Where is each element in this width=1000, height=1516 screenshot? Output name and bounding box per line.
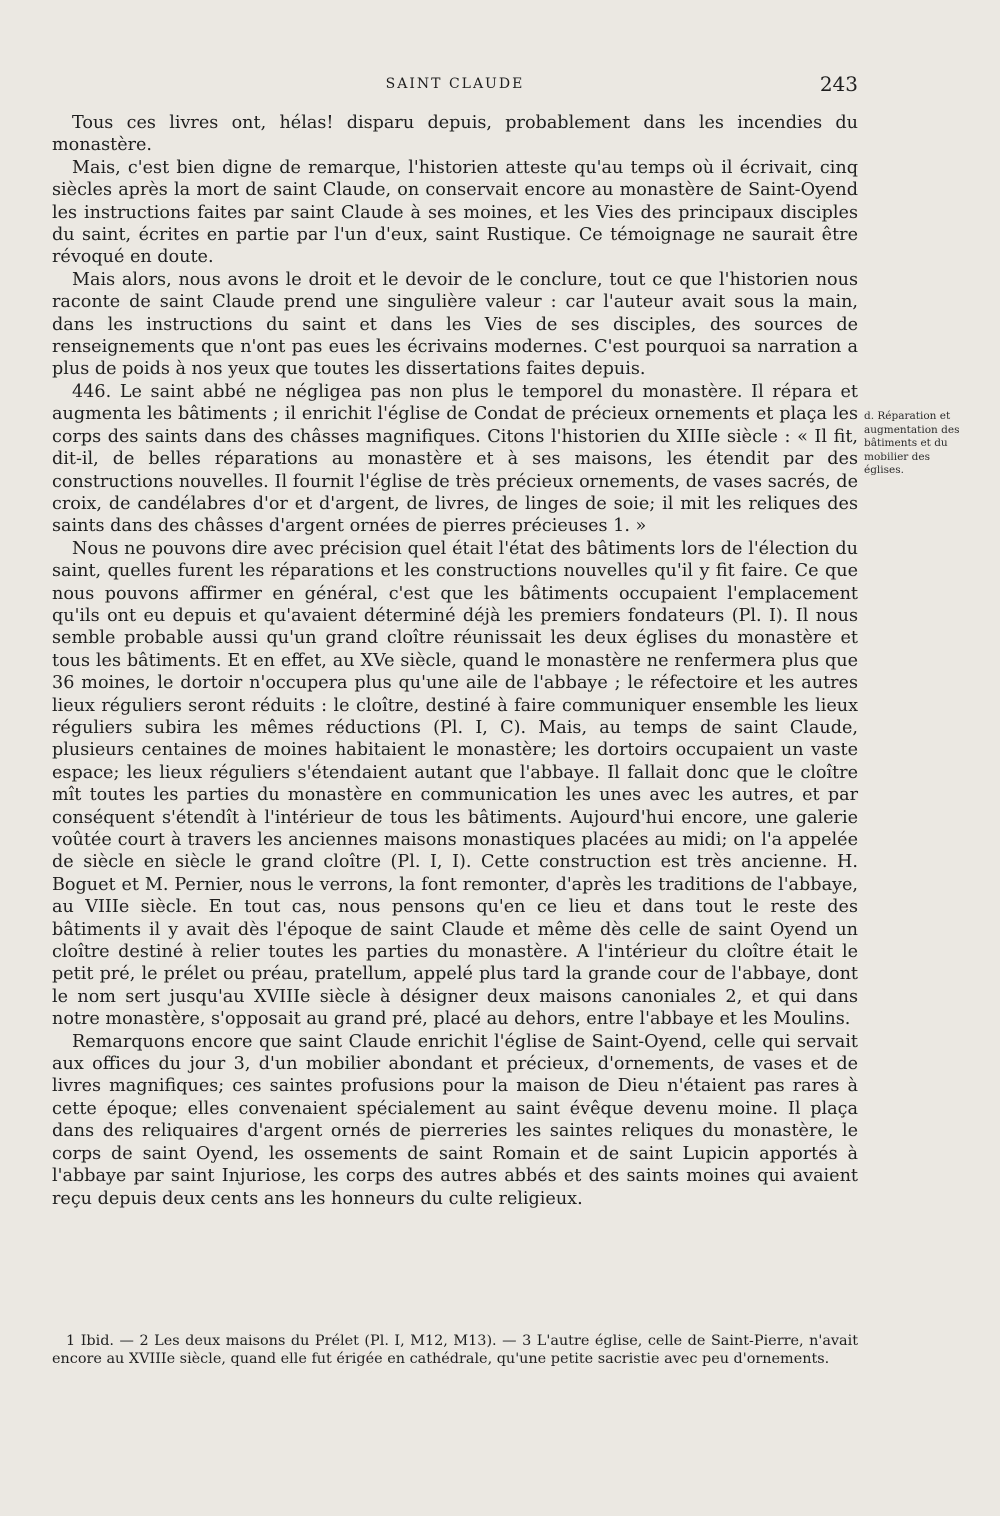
page-number: 243 — [819, 72, 858, 96]
body-text — [52, 112, 858, 1210]
paragraph: Nous ne pouvons dire avec précision quel était l'état des bâtiments lors de l'élection du saint, quelles furent les réparations et les constructions nouvelles qu'il y fit faire. Ce que nous pouvons affirmer en général, c'est que les bâtiments occupaient l'emplacement qu'ils ont eu depuis et qu'avaient déterminé déjà les premiers fondateurs (Pl. I). Il nous semble probable aussi qu'un grand cloître réunissait les deux églises du monastère et tous les bâtiments. Et en effet, au XVe siècle, quand le monastère ne renfermera plus que 36 moines, le dortoir n'occupera plus qu'une aile de l'abbaye ; le réfectoire et les autres lieux réguliers seront réduits : le cloître, destiné à faire communiquer ensemble les lieux réguliers subira les mêmes réductions (Pl. I, C). Mais, au temps de saint Claude, plusieurs centaines de moines habitaient le monastère; les dortoirs occupaient un vaste espace; les lieux réguliers s'étendaient autant que l'abbaye. Il fallait donc que le cloître mît toutes les parties du monastère en communication les unes avec les autres, et par conséquent s'étendît à l'intérieur de tous les bâtiments. Aujourd'hui encore, une galerie voûtée court à travers les anciennes maisons monastiques placées au midi; on l'a appelée de siècle en siècle le grand cloître (Pl. I, I). Cette construction est très ancienne. H. Boguet et M. Pernier, nous le verrons, la font remonter, d'après les traditions de l'abbaye, au VIIIe siècle. En tout cas, nous pensons qu'en ce lieu et dans tout le reste des bâtiments il y avait dès l'époque de saint Claude et même dès celle de saint Oyend un cloître destiné à relier toutes les parties du monastère. A l'intérieur du cloître était le petit pré, le prélet ou préau, pratellum, appelé plus tard la grande cour de l'abbaye, dont le nom sert jusqu'au XVIIIe siècle à désigner deux maisons canoniales 2, et qui dans notre monastère, s'opposait au grand pré, placé au dehors, entre l'abbaye et les Moulins. — [52, 538, 858, 1030]
footnote-text: 1 Ibid. — 2 Les deux maisons du Prélet (Pl. I, M12, M13). — 3 L'autre église, celle de Saint-Pierre, n'avait encore au XVIIIe siècle, quand elle fut érigée en cathédrale, qu'une petite sacristie avec peu d'ornements. — [52, 1333, 858, 1367]
running-title: SAINT CLAUDE — [385, 76, 525, 92]
paragraph: Remarquons encore que saint Claude enrichit l'église de Saint-Oyend, celle qui servait aux offices du jour 3, d'un mobilier abondant et précieux, d'ornements, de vases et de livres magnifiques; ces saintes profusions pour la maison de Dieu n'étaient pas rares à cette époque; elles convenaient spécialement au saint évêque devenu moine. Il plaça dans des reliquaires d'argent ornés de pierreries les saintes reliques du monastère, le corps de saint Oyend, les ossements de saint Romain et de saint Lupicin apportés à l'abbaye par saint Injuriose, les corps des autres abbés et des saints moines qui avaient reçu depuis deux cents ans les honneurs du culte religieux. — [52, 1031, 858, 1209]
running-head — [52, 72, 858, 96]
paragraph: Tous ces livres ont, hélas! disparu depuis, probablement dans les incendies du monastère. — [52, 113, 858, 156]
margin-note: d. Réparation et augmentation des bâtiments et du mobilier des églises. — [864, 410, 960, 476]
paragraph: 446. Le saint abbé ne négligea pas non plus le temporel du monastère. Il répara et augmenta les bâtiments ; il enrichit l'église de Condat de précieux ornements et plaça les corps des saints dans des châsses magnifiques. Citons l'historien du XIIIe siècle : « Il fit, dit-il, de belles réparations au monastère et à ses maisons, les étendit par des constructions nouvelles. Il fournit l'église de très précieux ornements, de vases sacrés, de croix, de candélabres d'or et d'argent, de livres, de linges de soie; il mit les reliques des saints dans des châsses d'argent ornées de pierres précieuses 1. » — [52, 381, 858, 537]
paragraph: Mais alors, nous avons le droit et le devoir de le conclure, tout ce que l'historien nous raconte de saint Claude prend une singulière valeur : car l'auteur avait sous la main, dans les instructions du saint et dans les Vies de ses disciples, des sources de renseignements que n'ont pas eues les écrivains modernes. C'est pourquoi sa narration a plus de poids à nos yeux que toutes les dissertations faites depuis. — [52, 269, 858, 380]
footnotes — [52, 1332, 858, 1368]
paragraph: Mais, c'est bien digne de remarque, l'historien atteste qu'au temps où il écrivait, cinq siècles après la mort de saint Claude, on conservait encore au monastère de Saint-Oyend les instructions faites par saint Claude à ses moines, et les Vies des principaux disciples du saint, écrites en partie par l'un d'eux, saint Rustique. Ce témoignage ne saurait être révoqué en doute. — [52, 157, 858, 268]
